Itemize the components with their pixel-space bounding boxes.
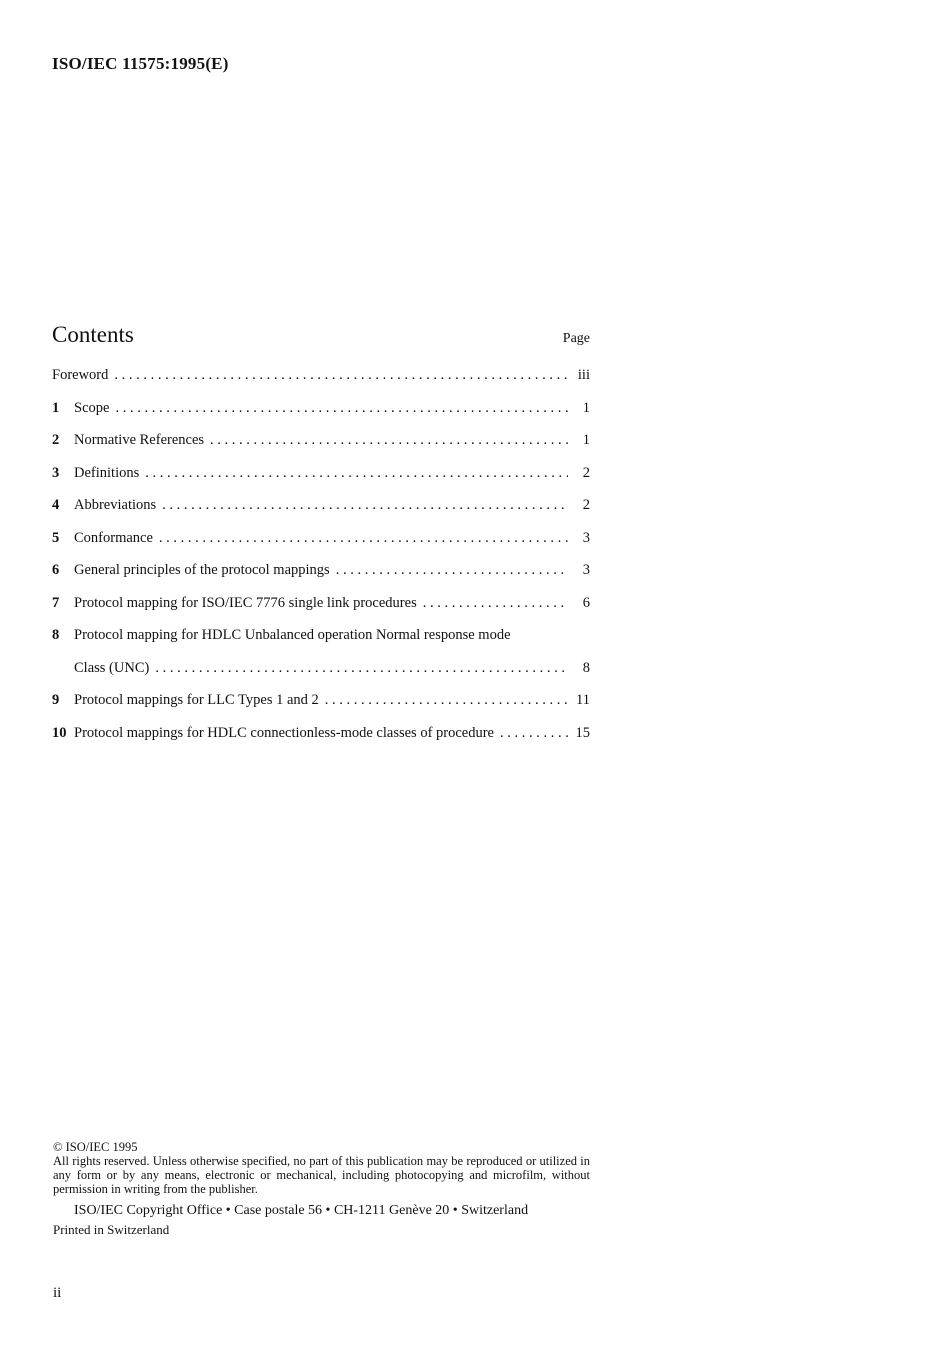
toc-entry-normative-references[interactable] [52, 430, 590, 463]
toc-entry-page: 3 [582, 562, 590, 578]
toc-entry-number: 6 [52, 562, 60, 578]
toc-entry-title: Protocol mapping for HDLC Unbalanced operation Normal response mode [74, 627, 511, 643]
toc-entry-conformance[interactable] [52, 528, 590, 561]
toc-entry-page: 2 [582, 464, 590, 481]
toc-entry-definitions[interactable] [52, 463, 590, 496]
toc-entry-page: 3 [582, 529, 590, 546]
toc-entry-page: 1 [582, 399, 590, 416]
toc-entry-page: 8 [582, 659, 590, 676]
table-of-contents [52, 365, 590, 755]
toc-entry-title: General principles of the protocol mappings [74, 562, 330, 578]
contents-title: Contents [52, 322, 134, 347]
printed-in: Printed in Switzerland [53, 1222, 170, 1237]
copyright-office-address: ISO/IEC Copyright Office • Case postale 56 • CH-1211 Genève 20 • Switzerland [74, 1203, 529, 1218]
toc-entry-mapping-hdlc-unc-continued[interactable] [52, 658, 590, 691]
toc-entry-number: 3 [52, 464, 60, 481]
toc-entry-general-principles[interactable] [52, 560, 590, 593]
toc-entry-number: 4 [52, 497, 60, 513]
toc-entry-page: 6 [582, 594, 590, 611]
contents-heading-row [52, 322, 590, 348]
toc-leader-dots [115, 398, 568, 418]
toc-entry-mapping-hdlc-connectionless[interactable] [52, 723, 590, 756]
toc-leader-dots [210, 430, 568, 450]
toc-entry-scope[interactable] [52, 398, 590, 431]
copyright-line: © ISO/IEC 1995 [53, 1140, 138, 1154]
toc-leader-dots [336, 560, 568, 580]
toc-entry-title: Conformance [74, 529, 153, 546]
page-column-label: Page [562, 331, 590, 346]
toc-entry-mapping-7776[interactable] [52, 593, 590, 626]
toc-entry-page: iii [577, 367, 590, 383]
toc-entry-number: 1 [52, 399, 60, 416]
toc-entry-number: 10 [52, 724, 67, 741]
document-id: ISO/IEC 11575:1995(E) [52, 54, 229, 73]
toc-entry-number: 2 [52, 432, 60, 448]
toc-entry-foreword[interactable] [52, 365, 590, 398]
toc-entry-title: Abbreviations [74, 497, 157, 513]
toc-entry-title: Protocol mappings for HDLC connectionless-mode classes of procedure [74, 724, 494, 741]
toc-entry-title: Scope [74, 399, 110, 416]
toc-entry-title: Foreword [52, 367, 109, 383]
toc-entry-title: Protocol mapping for ISO/IEC 7776 single link procedures [74, 594, 417, 611]
toc-entry-abbreviations[interactable] [52, 495, 590, 528]
toc-entry-page: 11 [576, 692, 590, 708]
toc-entry-mapping-llc[interactable] [52, 690, 590, 723]
toc-leader-dots [155, 658, 568, 678]
toc-leader-dots [500, 723, 568, 743]
toc-entry-page: 1 [582, 432, 590, 448]
toc-entry-number: 9 [52, 692, 60, 708]
page-number: ii [53, 1285, 62, 1301]
toc-leader-dots [159, 528, 568, 548]
toc-leader-dots [423, 593, 568, 613]
toc-entry-page: 2 [582, 497, 590, 513]
toc-entry-title: Normative References [74, 432, 205, 448]
toc-entry-title: Protocol mappings for LLC Types 1 and 2 [74, 692, 319, 708]
toc-entry-number: 8 [52, 627, 60, 643]
toc-leader-dots [145, 463, 568, 483]
toc-leader-dots [114, 365, 568, 385]
toc-entry-mapping-hdlc-unc[interactable] [52, 625, 590, 658]
rights-notice: All rights reserved. Unless otherwise specified, no part of this publication may be reproduced or utilized in any form or by any means, electronic or mechanical, including photocopying and microfilm, without permission in writing from the publisher. [53, 1154, 590, 1196]
toc-entry-title: Class (UNC) [74, 659, 150, 676]
toc-entry-page: 15 [575, 724, 590, 741]
toc-leader-dots [325, 690, 568, 710]
toc-entry-title: Definitions [74, 464, 140, 481]
toc-entry-number: 5 [52, 529, 60, 546]
toc-entry-number: 7 [52, 594, 60, 611]
toc-leader-dots [162, 495, 568, 515]
copyright-block [53, 1140, 590, 1237]
